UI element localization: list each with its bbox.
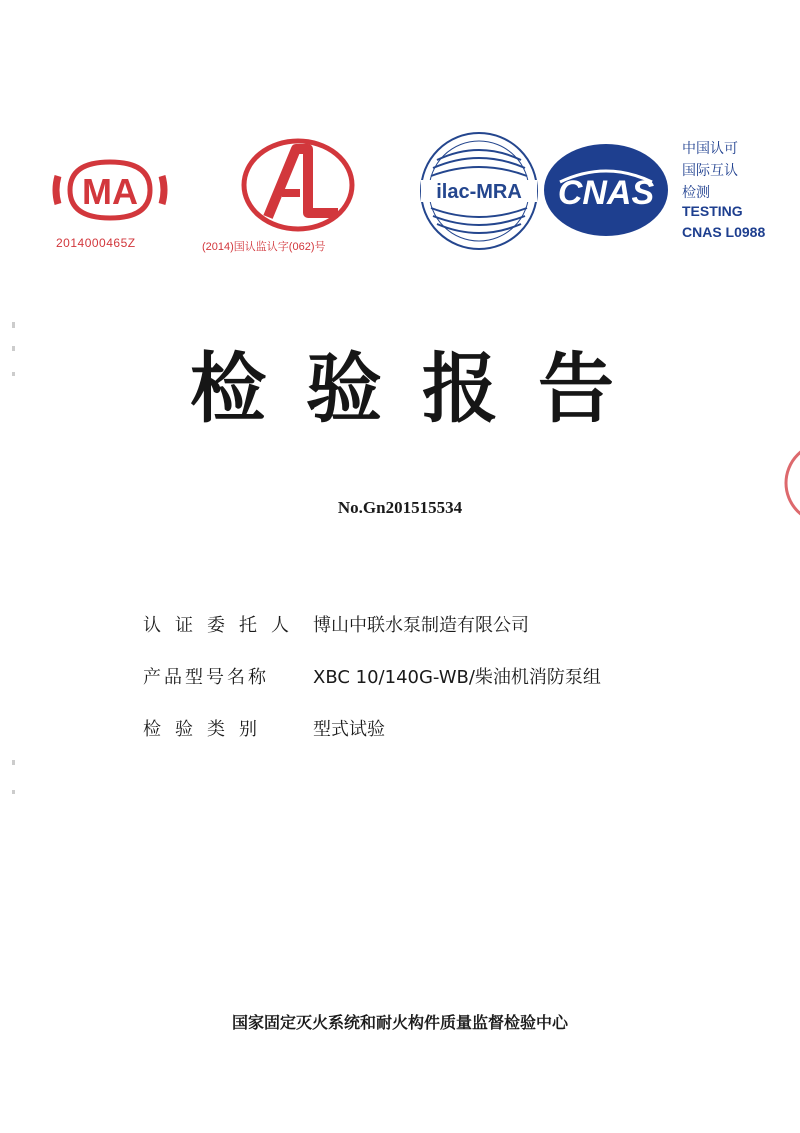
ilac-mra-logo xyxy=(419,130,539,252)
cma-logo xyxy=(50,150,170,240)
field-row-client xyxy=(143,611,529,637)
field-row-product xyxy=(143,663,601,689)
svg-text:CNAS: CNAS xyxy=(557,174,655,212)
scan-speck xyxy=(12,760,15,765)
cnas-line-4: TESTING xyxy=(682,203,743,219)
report-number: No.Gn201515534 xyxy=(337,498,463,517)
scan-speck xyxy=(12,346,15,351)
field-label-inspection-type: 检验类别 xyxy=(143,719,271,740)
field-label-product: 产品型号名称 xyxy=(143,667,269,688)
cma-certificate-code: 2014000465Z xyxy=(56,236,136,250)
scan-speck xyxy=(12,322,15,328)
cnas-line-1: 中国认可 xyxy=(682,140,738,156)
svg-text:ilac-MRA: ilac-MRA xyxy=(436,181,522,203)
cnas-line-2: 国际互认 xyxy=(682,162,738,178)
scan-speck xyxy=(12,372,15,376)
cnas-logo xyxy=(540,140,672,240)
cnas-line-3: 检测 xyxy=(682,184,710,200)
field-value-product: XBC 10/140G-WB/柴油机消防泵组 xyxy=(313,667,601,688)
field-value-client: 博山中联水泵制造有限公司 xyxy=(313,615,529,636)
cnas-accreditation-number: CNAS L0988 xyxy=(682,224,766,240)
cal-logo xyxy=(238,135,358,235)
field-label-client: 认证委托人 xyxy=(143,615,303,636)
cal-certificate-code: (2014)国认监认字(062)号 xyxy=(202,241,326,253)
scan-speck xyxy=(12,790,15,794)
svg-text:MA: MA xyxy=(82,171,138,212)
field-row-inspection-type xyxy=(143,715,385,741)
issuing-center: 国家固定灭火系统和耐火构件质量监督检验中心 xyxy=(231,1013,568,1032)
report-title: 检验报告 xyxy=(190,344,654,433)
field-value-inspection-type: 型式试验 xyxy=(313,719,385,740)
